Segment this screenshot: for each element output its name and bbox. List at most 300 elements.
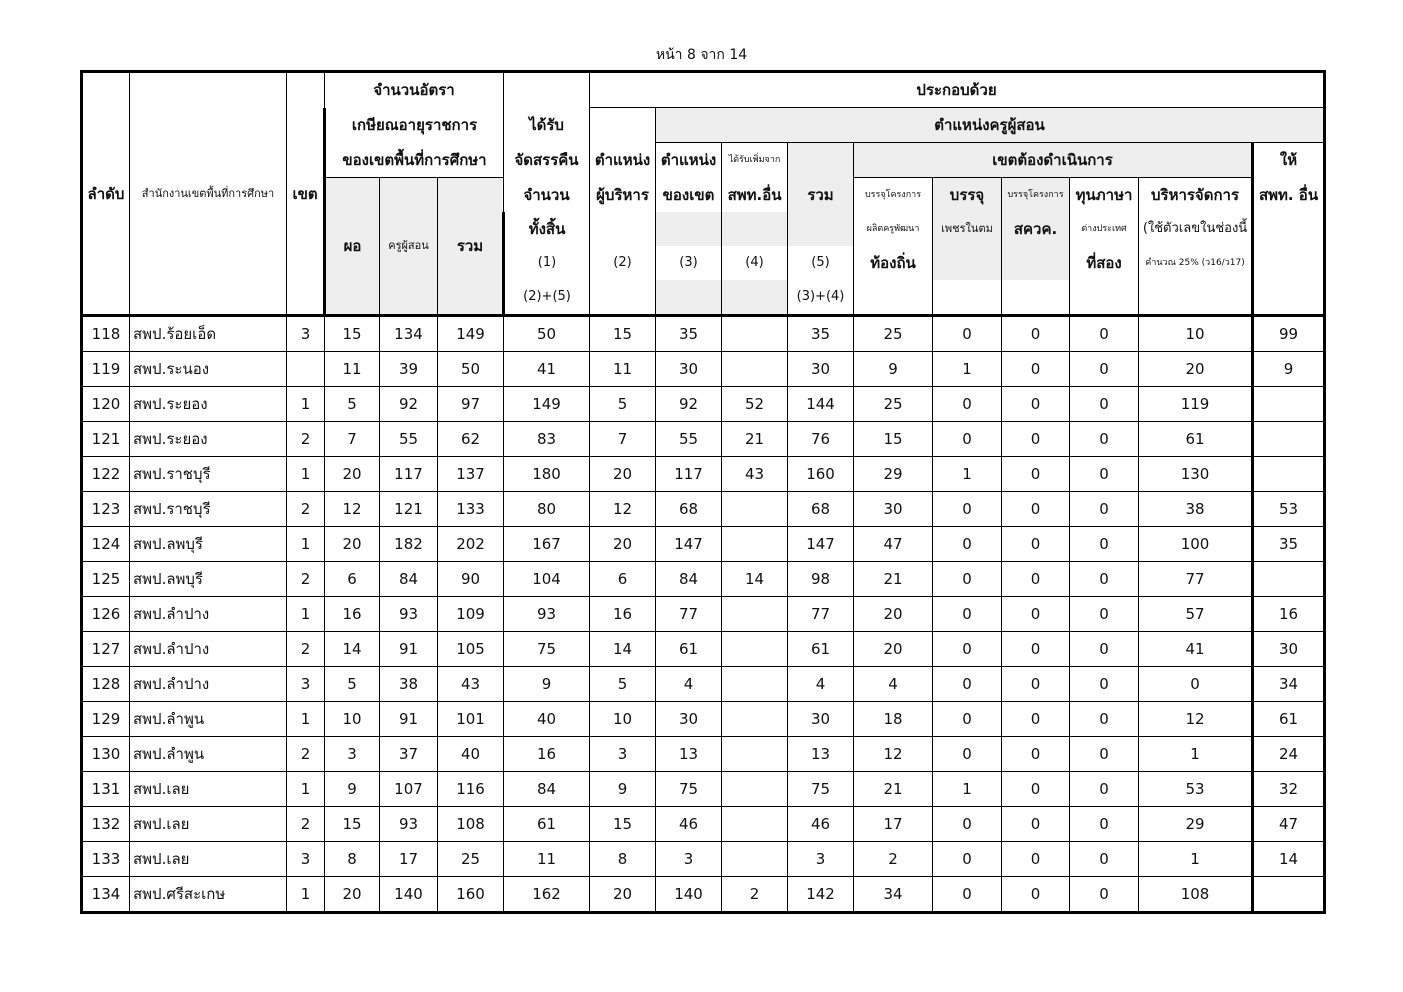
cell-no: 123: [82, 492, 130, 527]
cell-adm: 14: [590, 632, 656, 667]
cell-pos: 35: [656, 316, 722, 352]
cell-sum: 13: [788, 737, 854, 772]
cell-adm: 5: [590, 667, 656, 702]
cell-lang: 0: [1070, 387, 1139, 422]
cell-no: 131: [82, 772, 130, 807]
cell-lang: 0: [1070, 562, 1139, 597]
cell-proj: 34: [854, 877, 933, 913]
cell-zone: 1: [287, 387, 325, 422]
cell-proj: 25: [854, 387, 933, 422]
cell-mgmt: 1: [1139, 737, 1253, 772]
header-mgmt-end: [1139, 280, 1253, 316]
header-allot-1: ได้รับ: [504, 108, 590, 143]
cell-other: [722, 316, 788, 352]
cell-proj: 20: [854, 597, 933, 632]
cell-name: สพป.เลย: [130, 772, 287, 807]
cell-no: 121: [82, 422, 130, 457]
cell-tot: 202: [438, 527, 504, 562]
header-retire-2: เกษียณอายุราชการ: [325, 108, 504, 143]
header-sum-1: รวม: [788, 178, 854, 213]
cell-zone: 2: [287, 422, 325, 457]
cell-zone: 3: [287, 842, 325, 877]
cell-no: 126: [82, 597, 130, 632]
cell-adm: 20: [590, 877, 656, 913]
cell-tot: 50: [438, 352, 504, 387]
table-row: [82, 316, 1325, 352]
cell-sum: 3: [788, 842, 854, 877]
cell-adm: 6: [590, 562, 656, 597]
cell-sum: 147: [788, 527, 854, 562]
header-zone: เขต: [287, 72, 325, 316]
cell-teach: 91: [380, 702, 438, 737]
cell-allot: 84: [504, 772, 590, 807]
cell-name: สพป.ระนอง: [130, 352, 287, 387]
cell-sum: 98: [788, 562, 854, 597]
header-sum-2: (5): [788, 246, 854, 280]
cell-teach: 134: [380, 316, 438, 352]
cell-tot: 137: [438, 457, 504, 492]
cell-proj: 21: [854, 772, 933, 807]
cell-proj: 30: [854, 492, 933, 527]
cell-dir: 3: [325, 737, 380, 772]
cell-tot: 160: [438, 877, 504, 913]
cell-pos: 30: [656, 352, 722, 387]
cell-teach: 93: [380, 807, 438, 842]
cell-dia: 1: [933, 772, 1002, 807]
header-allot-2: จัดสรรคืน: [504, 143, 590, 178]
table-body: [82, 316, 1325, 913]
cell-name: สพป.ราชบุรี: [130, 492, 287, 527]
cell-no: 118: [82, 316, 130, 352]
cell-adm: 10: [590, 702, 656, 737]
cell-name: สพป.ลำปาง: [130, 667, 287, 702]
cell-allot: 61: [504, 807, 590, 842]
cell-share: 47: [1253, 807, 1325, 842]
cell-name: สพป.ลพบุรี: [130, 527, 287, 562]
header-share-end: [1253, 280, 1325, 316]
cell-other: [722, 842, 788, 877]
cell-no: 122: [82, 457, 130, 492]
cell-name: สพป.ระยอง: [130, 422, 287, 457]
cell-dia: 0: [933, 807, 1002, 842]
cell-zone: 2: [287, 632, 325, 667]
cell-dir: 10: [325, 702, 380, 737]
cell-pos: 92: [656, 387, 722, 422]
cell-adm: 5: [590, 387, 656, 422]
header-proj-1: บรรจุโครงการ: [854, 178, 933, 213]
cell-lang: 0: [1070, 457, 1139, 492]
header-teacher-pos: ตำแหน่งครูผู้สอน: [656, 108, 1325, 143]
cell-zone: 1: [287, 457, 325, 492]
cell-teach: 84: [380, 562, 438, 597]
cell-dir: 7: [325, 422, 380, 457]
header-proj-2: ผลิตครูพัฒนา: [854, 212, 933, 246]
cell-teach: 17: [380, 842, 438, 877]
cell-mgmt: 77: [1139, 562, 1253, 597]
header-proj-end: [854, 280, 933, 316]
cell-adm: 11: [590, 352, 656, 387]
cell-scwk: 0: [1002, 562, 1070, 597]
cell-sum: 30: [788, 352, 854, 387]
cell-allot: 41: [504, 352, 590, 387]
header-zonepos-2: ของเขต: [656, 178, 722, 213]
cell-share: 32: [1253, 772, 1325, 807]
header-other-gap: [722, 212, 788, 246]
cell-pos: 4: [656, 667, 722, 702]
cell-adm: 15: [590, 316, 656, 352]
cell-lang: 0: [1070, 807, 1139, 842]
cell-tot: 90: [438, 562, 504, 597]
cell-proj: 25: [854, 316, 933, 352]
cell-teach: 37: [380, 737, 438, 772]
cell-share: [1253, 457, 1325, 492]
cell-mgmt: 20: [1139, 352, 1253, 387]
cell-zone: 1: [287, 772, 325, 807]
cell-other: [722, 632, 788, 667]
cell-allot: 162: [504, 877, 590, 913]
header-consist: ประกอบด้วย: [590, 72, 1325, 108]
cell-share: [1253, 422, 1325, 457]
cell-pos: 46: [656, 807, 722, 842]
header-share-gap-1: [1253, 212, 1325, 246]
cell-dia: 0: [933, 562, 1002, 597]
cell-dir: 14: [325, 632, 380, 667]
cell-lang: 0: [1070, 316, 1139, 352]
cell-scwk: 0: [1002, 632, 1070, 667]
cell-share: [1253, 877, 1325, 913]
cell-other: [722, 702, 788, 737]
cell-sum: 35: [788, 316, 854, 352]
header-admin-3: (2): [590, 246, 656, 280]
cell-dir: 20: [325, 527, 380, 562]
cell-lang: 0: [1070, 772, 1139, 807]
cell-other: 52: [722, 387, 788, 422]
cell-sum: 76: [788, 422, 854, 457]
cell-allot: 16: [504, 737, 590, 772]
cell-zone: 1: [287, 877, 325, 913]
cell-lang: 0: [1070, 632, 1139, 667]
header-scwk-2: สควค.: [1002, 212, 1070, 246]
cell-lang: 0: [1070, 877, 1139, 913]
header-zonepos-gap: [656, 212, 722, 246]
cell-name: สพป.ลำปาง: [130, 597, 287, 632]
cell-allot: 80: [504, 492, 590, 527]
header-zonepos-end: [656, 280, 722, 316]
cell-allot: 9: [504, 667, 590, 702]
header-zonepos-3: (3): [656, 246, 722, 280]
cell-proj: 4: [854, 667, 933, 702]
cell-share: 35: [1253, 527, 1325, 562]
cell-adm: 9: [590, 772, 656, 807]
header-diamond-gap: [933, 246, 1002, 280]
cell-teach: 117: [380, 457, 438, 492]
cell-teach: 182: [380, 527, 438, 562]
cell-proj: 9: [854, 352, 933, 387]
cell-scwk: 0: [1002, 422, 1070, 457]
cell-adm: 20: [590, 527, 656, 562]
table-row: [82, 702, 1325, 737]
cell-no: 133: [82, 842, 130, 877]
cell-teach: 38: [380, 667, 438, 702]
cell-allot: 180: [504, 457, 590, 492]
cell-zone: 2: [287, 562, 325, 597]
header-retire-3: ของเขตพื้นที่การศึกษา: [325, 143, 504, 178]
table-row: [82, 737, 1325, 772]
header-allot-6: (2)+(5): [504, 280, 590, 316]
cell-scwk: 0: [1002, 527, 1070, 562]
header-share-3: สพท. อื่น: [1253, 178, 1325, 213]
header-admin-end: [590, 280, 656, 316]
cell-share: 16: [1253, 597, 1325, 632]
cell-other: 21: [722, 422, 788, 457]
cell-name: สพป.ราชบุรี: [130, 457, 287, 492]
header-allot-4: ทั้งสิ้น: [504, 212, 590, 246]
cell-other: [722, 807, 788, 842]
table-row: [82, 422, 1325, 457]
cell-scwk: 0: [1002, 737, 1070, 772]
table-header: [82, 72, 1325, 316]
cell-scwk: 0: [1002, 842, 1070, 877]
cell-proj: 47: [854, 527, 933, 562]
cell-zone: 3: [287, 316, 325, 352]
cell-tot: 133: [438, 492, 504, 527]
cell-dir: 20: [325, 457, 380, 492]
header-allot-0: [504, 72, 590, 108]
cell-dia: 0: [933, 597, 1002, 632]
cell-proj: 12: [854, 737, 933, 772]
cell-zone: 1: [287, 597, 325, 632]
header-diamond-end: [933, 280, 1002, 316]
cell-teach: 107: [380, 772, 438, 807]
cell-proj: 29: [854, 457, 933, 492]
cell-other: 14: [722, 562, 788, 597]
cell-tot: 62: [438, 422, 504, 457]
cell-sum: 30: [788, 702, 854, 737]
cell-no: 124: [82, 527, 130, 562]
page-number: หน้า 8 จาก 14: [655, 47, 748, 63]
header-proj-3: ท้องถิ่น: [854, 246, 933, 280]
cell-proj: 15: [854, 422, 933, 457]
cell-pos: 117: [656, 457, 722, 492]
cell-other: 43: [722, 457, 788, 492]
cell-allot: 167: [504, 527, 590, 562]
cell-name: สพป.เลย: [130, 807, 287, 842]
cell-tot: 108: [438, 807, 504, 842]
cell-proj: 21: [854, 562, 933, 597]
header-admin-1: ตำแหน่ง: [590, 143, 656, 178]
cell-scwk: 0: [1002, 597, 1070, 632]
cell-lang: 0: [1070, 702, 1139, 737]
cell-adm: 3: [590, 737, 656, 772]
header-scwk-end: [1002, 280, 1070, 316]
cell-other: [722, 352, 788, 387]
cell-scwk: 0: [1002, 877, 1070, 913]
table-row: [82, 387, 1325, 422]
cell-no: 129: [82, 702, 130, 737]
cell-dia: 0: [933, 667, 1002, 702]
table-row: [82, 807, 1325, 842]
cell-mgmt: 108: [1139, 877, 1253, 913]
header-order: ลำดับ: [82, 72, 130, 316]
cell-other: [722, 492, 788, 527]
cell-share: 34: [1253, 667, 1325, 702]
cell-scwk: 0: [1002, 457, 1070, 492]
cell-pos: 140: [656, 877, 722, 913]
header-allot-3: จำนวน: [504, 178, 590, 213]
cell-dir: 5: [325, 387, 380, 422]
cell-sum: 68: [788, 492, 854, 527]
table-row: [82, 527, 1325, 562]
cell-tot: 25: [438, 842, 504, 877]
cell-sum: 75: [788, 772, 854, 807]
header-mgmt-1: บริหารจัดการ: [1139, 178, 1253, 213]
cell-no: 120: [82, 387, 130, 422]
cell-mgmt: 38: [1139, 492, 1253, 527]
cell-dir: 16: [325, 597, 380, 632]
cell-tot: 116: [438, 772, 504, 807]
cell-other: [722, 772, 788, 807]
cell-allot: 93: [504, 597, 590, 632]
cell-lang: 0: [1070, 527, 1139, 562]
cell-mgmt: 41: [1139, 632, 1253, 667]
cell-zone: [287, 352, 325, 387]
cell-pos: 77: [656, 597, 722, 632]
cell-adm: 16: [590, 597, 656, 632]
cell-sum: 61: [788, 632, 854, 667]
cell-sum: 144: [788, 387, 854, 422]
header-admin-0: [590, 108, 656, 143]
cell-dia: 0: [933, 387, 1002, 422]
cell-pos: 3: [656, 842, 722, 877]
cell-teach: 140: [380, 877, 438, 913]
cell-other: [722, 527, 788, 562]
cell-name: สพป.ลำพูน: [130, 702, 287, 737]
cell-no: 132: [82, 807, 130, 842]
cell-mgmt: 57: [1139, 597, 1253, 632]
cell-tot: 149: [438, 316, 504, 352]
cell-proj: 17: [854, 807, 933, 842]
header-lang-1: ทุนภาษา: [1070, 178, 1139, 213]
cell-zone: 3: [287, 667, 325, 702]
cell-adm: 12: [590, 492, 656, 527]
cell-tot: 97: [438, 387, 504, 422]
cell-scwk: 0: [1002, 316, 1070, 352]
header-share-gap-2: [1253, 246, 1325, 280]
cell-dia: 0: [933, 492, 1002, 527]
cell-zone: 1: [287, 527, 325, 562]
cell-name: สพป.ระยอง: [130, 387, 287, 422]
cell-mgmt: 29: [1139, 807, 1253, 842]
cell-dia: 0: [933, 632, 1002, 667]
header-lang-3: ที่สอง: [1070, 246, 1139, 280]
cell-other: [722, 667, 788, 702]
cell-share: 61: [1253, 702, 1325, 737]
cell-name: สพป.ลำพูน: [130, 737, 287, 772]
cell-allot: 83: [504, 422, 590, 457]
cell-dia: 1: [933, 352, 1002, 387]
cell-scwk: 0: [1002, 807, 1070, 842]
allocation-table: [80, 70, 1326, 914]
cell-scwk: 0: [1002, 772, 1070, 807]
cell-scwk: 0: [1002, 492, 1070, 527]
header-allot-5: (1): [504, 246, 590, 280]
cell-tot: 43: [438, 667, 504, 702]
cell-pos: 147: [656, 527, 722, 562]
cell-zone: 2: [287, 492, 325, 527]
cell-pos: 13: [656, 737, 722, 772]
cell-proj: 20: [854, 632, 933, 667]
cell-tot: 109: [438, 597, 504, 632]
table-row: [82, 597, 1325, 632]
cell-allot: 11: [504, 842, 590, 877]
header-scwk-1: บรรจุโครงการ: [1002, 178, 1070, 213]
cell-allot: 50: [504, 316, 590, 352]
cell-dia: 0: [933, 316, 1002, 352]
cell-mgmt: 100: [1139, 527, 1253, 562]
cell-teach: 92: [380, 387, 438, 422]
cell-mgmt: 1: [1139, 842, 1253, 877]
table-row: [82, 457, 1325, 492]
cell-scwk: 0: [1002, 667, 1070, 702]
cell-pos: 61: [656, 632, 722, 667]
cell-dir: 12: [325, 492, 380, 527]
table-row: [82, 562, 1325, 597]
cell-zone: 1: [287, 702, 325, 737]
cell-pos: 75: [656, 772, 722, 807]
cell-dir: 6: [325, 562, 380, 597]
cell-scwk: 0: [1002, 387, 1070, 422]
cell-mgmt: 0: [1139, 667, 1253, 702]
header-zonepos-1: ตำแหน่ง: [656, 143, 722, 178]
cell-dir: 20: [325, 877, 380, 913]
cell-other: 2: [722, 877, 788, 913]
cell-tot: 101: [438, 702, 504, 737]
header-admin-short: ผอ: [325, 178, 380, 316]
cell-pos: 68: [656, 492, 722, 527]
cell-adm: 15: [590, 807, 656, 842]
cell-pos: 30: [656, 702, 722, 737]
cell-tot: 40: [438, 737, 504, 772]
cell-name: สพป.ลำปาง: [130, 632, 287, 667]
cell-allot: 40: [504, 702, 590, 737]
cell-no: 130: [82, 737, 130, 772]
header-other-end: [722, 280, 788, 316]
table-row: [82, 352, 1325, 387]
cell-dia: 0: [933, 842, 1002, 877]
cell-dir: 11: [325, 352, 380, 387]
cell-scwk: 0: [1002, 702, 1070, 737]
cell-dir: 9: [325, 772, 380, 807]
cell-zone: 2: [287, 807, 325, 842]
table-row: [82, 492, 1325, 527]
header-retire-1: จำนวนอัตรา: [325, 72, 504, 108]
cell-mgmt: 10: [1139, 316, 1253, 352]
header-diamond-2: เพชรในตม: [933, 212, 1002, 246]
cell-adm: 7: [590, 422, 656, 457]
cell-name: สพป.ศรีสะเกษ: [130, 877, 287, 913]
cell-dia: 0: [933, 702, 1002, 737]
header-must-do: เขตต้องดำเนินการ: [854, 143, 1253, 178]
cell-teach: 121: [380, 492, 438, 527]
cell-share: 14: [1253, 842, 1325, 877]
header-other-2: สพท.อื่น: [722, 178, 788, 213]
cell-sum: 77: [788, 597, 854, 632]
cell-adm: 8: [590, 842, 656, 877]
header-total: รวม: [438, 178, 504, 316]
cell-lang: 0: [1070, 492, 1139, 527]
cell-no: 125: [82, 562, 130, 597]
cell-pos: 55: [656, 422, 722, 457]
